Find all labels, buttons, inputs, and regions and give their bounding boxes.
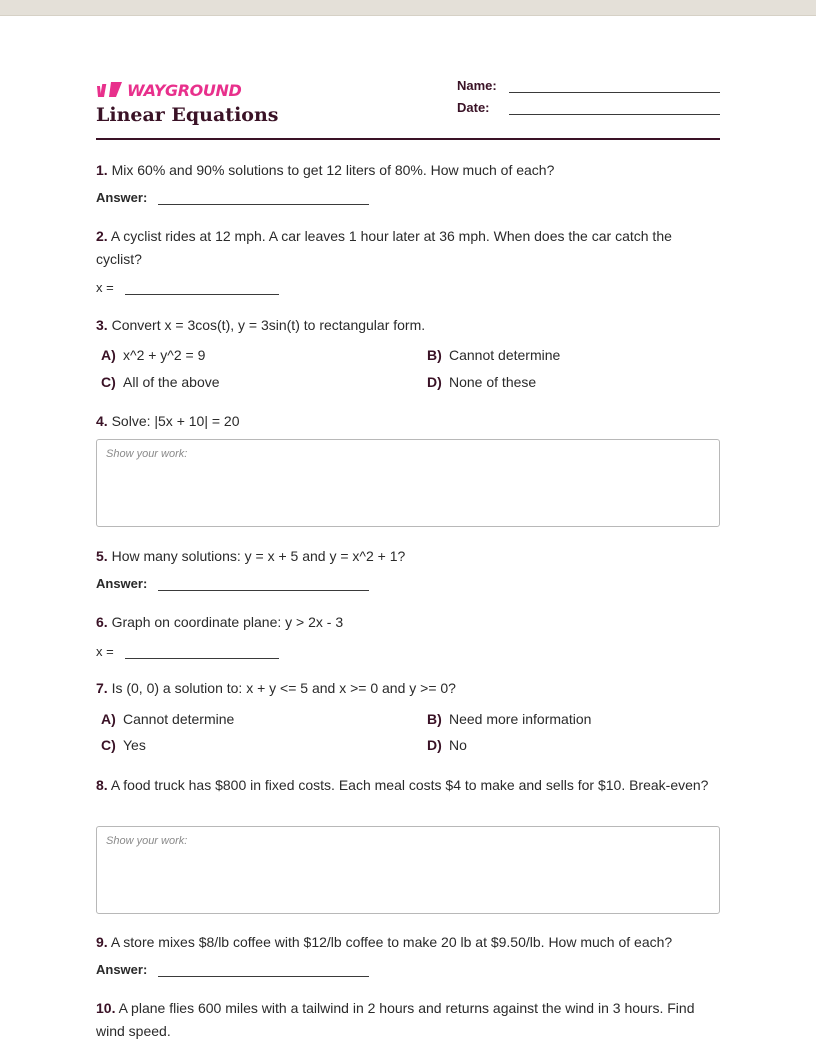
answer-field-6 [96,644,279,659]
option-text: Cannot determine [449,347,561,363]
brand-name: WAYGROUND [127,80,242,100]
option-text: Yes [123,737,146,753]
question-7 [96,677,720,700]
question-number: 6. [96,614,108,630]
option-7a[interactable] [101,711,234,727]
work-hint: Show your work: [106,835,188,847]
question-text: A store mixes $8/lb coffee with $12/lb coffee to make 20 lb at $9.50/lb. How much of each? [110,934,673,950]
option-letter: A) [101,347,116,363]
x-equals-label: x = [96,644,114,659]
answer-line[interactable] [125,281,279,295]
option-letter: D) [427,737,442,753]
question-number: 3. [96,317,108,333]
option-3b[interactable] [427,347,560,363]
option-3d[interactable] [427,374,536,390]
option-text: All of the above [123,374,220,390]
wayground-logo-icon [96,80,124,100]
answer-label: Answer: [96,576,148,591]
question-3 [96,314,720,337]
answer-field-5 [96,576,369,591]
option-letter: B) [427,711,442,727]
work-hint: Show your work: [106,448,188,460]
option-text: None of these [449,374,537,390]
option-letter: C) [101,737,116,753]
question-text: Is (0, 0) a solution to: x + y <= 5 and x >= 0 and y >= 0? [111,680,456,696]
question-10 [96,997,720,1042]
option-7c[interactable] [101,737,146,753]
question-number: 10. [96,1000,116,1016]
answer-field-2 [96,280,279,295]
work-area-4[interactable] [96,439,720,527]
question-text: A food truck has $800 in fixed costs. Each meal costs $4 to make and sells for $10. Break-even? [110,777,709,793]
name-line[interactable] [509,79,720,93]
brand-logo [96,79,241,101]
option-text: x^2 + y^2 = 9 [123,347,206,363]
answer-line[interactable] [158,191,369,205]
question-number: 8. [96,777,108,793]
question-1 [96,159,720,182]
option-text: Need more information [449,711,592,727]
answer-line[interactable] [125,645,279,659]
x-equals-label: x = [96,280,114,295]
question-text: Convert x = 3cos(t), y = 3sin(t) to rectangular form. [111,317,426,333]
answer-field-9 [96,962,369,977]
option-3a[interactable] [101,347,205,363]
worksheet-header [96,78,720,140]
question-6 [96,611,720,634]
option-letter: A) [101,711,116,727]
header-divider [96,138,720,140]
question-5 [96,545,720,568]
question-4 [96,410,720,433]
answer-line[interactable] [158,577,369,591]
option-7b[interactable] [427,711,591,727]
option-7d[interactable] [427,737,467,753]
question-text: Solve: |5x + 10| = 20 [111,413,240,429]
answer-line[interactable] [158,963,369,977]
name-label: Name: [457,78,497,93]
question-number: 7. [96,680,108,696]
page-top-edge [0,0,816,16]
date-label: Date: [457,100,490,115]
option-letter: C) [101,374,116,390]
name-field [457,78,720,93]
date-field [457,100,720,115]
question-8 [96,774,720,797]
work-area-8[interactable] [96,826,720,914]
option-letter: B) [427,347,442,363]
answer-label: Answer: [96,190,148,205]
option-letter: D) [427,374,442,390]
option-text: Cannot determine [123,711,235,727]
question-number: 9. [96,934,108,950]
question-text: A plane flies 600 miles with a tailwind in 2 hours and returns against the wind in 3 hours. Find wind speed. [96,1000,695,1039]
option-3c[interactable] [101,374,220,390]
question-number: 2. [96,228,108,244]
question-2 [96,225,720,270]
question-text: A cyclist rides at 12 mph. A car leaves 1 hour later at 36 mph. When does the car catch the cyclist? [96,228,672,267]
question-9 [96,931,720,954]
question-number: 4. [96,413,108,429]
question-text: Mix 60% and 90% solutions to get 12 liters of 80%. How much of each? [111,162,555,178]
answer-label: Answer: [96,962,148,977]
date-line[interactable] [509,101,720,115]
question-text: Graph on coordinate plane: y > 2x - 3 [111,614,344,630]
question-number: 5. [96,548,108,564]
question-number: 1. [96,162,108,178]
answer-field-1 [96,190,369,205]
option-text: No [449,737,467,753]
worksheet-title: Linear Equations [96,104,279,126]
question-text: How many solutions: y = x + 5 and y = x^2 + 1? [111,548,406,564]
